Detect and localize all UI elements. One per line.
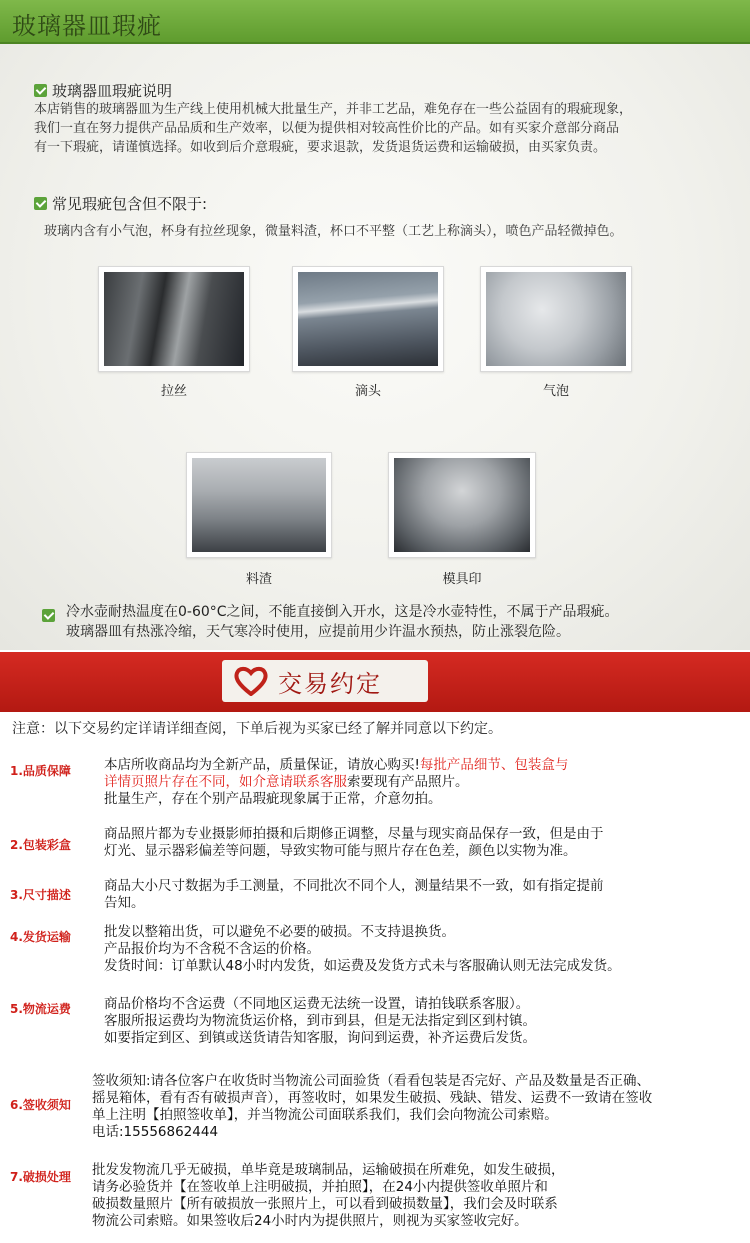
defects-intro-line: 我们一直在努力提供产品品质和生产效率，以便为提供相对较高性价比的产品。如有买家介意部分商品 [34,121,620,136]
term-text-freight [104,996,744,1047]
heat-notice-line: 玻璃器皿有热涨冷缩，天气寒冷时使用，应提前用少许温水预热，防止涨裂危险。 [66,624,570,640]
heat-notice-line: 冷水壶耐热温度在0-60°C之间，不能直接倒入开水，这是冷水壶特性，不属于产品瑕疵。 [66,604,619,620]
term-line: 商品大小尺寸数据为手工测量，不同批次不同个人，测量结果不一致，如有指定提前 [104,878,604,894]
term-line: 告知。 [104,895,145,911]
check-icon [34,197,47,210]
term-highlight: 每批产品细节、包装盒与 [419,757,569,773]
term-line: 客服所报运费均为物流货运价格，到市到县，但是无法指定到区到村镇。 [104,1013,536,1029]
term-text-packaging [104,826,744,860]
term-line: 电话:15556862444 [92,1124,219,1140]
term-text-receipt [92,1073,744,1141]
term-line: 发货时间：订单默认48小时内发货，如运费及发货方式未与客服确认则无法完成发货。 [104,958,621,974]
glass-slag-photo [192,458,326,552]
heart-icon [234,666,268,696]
term-text-quality [104,757,744,808]
glass-mold-mark-photo [394,458,530,552]
photo-mold [388,452,536,558]
defects-intro-text [34,100,734,157]
trade-banner [0,652,750,712]
photo-drip [292,266,444,372]
photo-label-mold: 模具印 [442,572,482,587]
common-defects-heading-text: 常见瑕疵包含但不限于: [52,195,208,213]
term-text-shipping [104,924,748,975]
term-text: 本店所收商品均为全新产品，质量保证，请放心购买! [104,757,420,773]
term-label-freight: 5.物流运费 [10,1002,71,1016]
term-label-size: 3.尺寸描述 [10,888,71,902]
term-line: 批发发物流几乎无破损，单毕竟是玻璃制品，运输破损在所难免，如发生破损， [92,1162,565,1178]
term-line: 商品照片都为专业摄影师拍摄和后期修正调整，尽量与现实商品保存一致，但是由于 [104,826,604,842]
defects-banner-title: 玻璃器皿瑕疵 [12,12,162,40]
photo-label-slag: 料渣 [245,572,272,587]
term-line: 产品报价均为不含税不含运的价格。 [104,941,320,957]
defects-intro-heading-text: 玻璃器皿瑕疵说明 [52,82,173,100]
common-defects-text: 玻璃内含有小气泡，杯身有拉丝现象，微量料渣，杯口不平整（工艺上称滴头），喷色产品轻微掉色。 [44,224,623,239]
glass-streak-photo [104,272,244,366]
heat-notice [66,602,746,642]
trade-banner-title: 交易约定 [278,669,382,698]
term-label-damage: 7.破损处理 [10,1170,71,1184]
term-line: 商品价格均不含运费（不同地区运费无法统一设置，请拍钱联系客服）。 [104,996,530,1012]
term-line: 请务必验货并【在签收单上注明破损，并拍照】，在24小内提供签收单照片和 [92,1179,548,1195]
common-defects-heading [34,193,207,214]
term-line: 物流公司索赔。如果签收后24小时内为提供照片，则视为买家签收完好。 [92,1213,528,1229]
term-line: 灯光、显示器彩偏差等问题，导致实物可能与照片存在色差，颜色以实物为准。 [104,843,577,859]
term-line: 批量生产，存在个别产品瑕疵现象属于正常，介意勿拍。 [104,791,442,807]
term-highlight: 详情页照片存在不同，如介意请联系客服 [104,774,347,790]
defects-intro-line: 有一下瑕疵，请谨慎选择。如收到后介意瑕疵，要求退款，发货退货运费和运输破损，由买家负责。 [34,140,607,155]
term-label-receipt: 6.签收须知 [10,1098,71,1112]
check-icon [34,84,47,97]
term-label-shipping: 4.发货运输 [10,930,71,944]
photo-label-bubble: 气泡 [542,384,569,399]
glass-drip-photo [298,272,438,366]
term-text-size [104,878,744,912]
photo-slag [186,452,332,558]
trade-banner-box [222,660,428,702]
defects-intro-line: 本店销售的玻璃器皿为生产线上使用机械大批量生产，并非工艺品，难免存在一些公益固有的瑕疵现象， [34,102,633,117]
photo-streak [98,266,250,372]
term-line: 如要指定到区、到镇或送货请告知客服，询问到运费，补齐运费后发货。 [104,1030,536,1046]
glass-bubble-photo [486,272,626,366]
term-line: 单上注明【拍照签收单】，并当物流公司面联系我们，我们会向物流公司索赔。 [92,1107,558,1123]
term-text: 索要现有产品照片。 [347,774,469,790]
trade-notice: 注意：以下交易约定详请详细查阅，下单后视为买家已经了解并同意以下约定。 [12,721,502,737]
term-line: 破损数量照片【所有破损放一张照片上，可以看到破损数量】，我们会及时联系 [92,1196,558,1212]
term-line: 批发以整箱出货，可以避免不必要的破损。不支持退换货。 [104,924,455,940]
term-line: 签收须知:请各位客户在收货时当物流公司面验货（看看包装是否完好、产品及数量是否正确、 [92,1073,651,1089]
term-line [104,757,744,774]
term-line [104,774,744,791]
defects-intro-heading [34,80,172,101]
term-text-damage [92,1162,744,1230]
term-line: 摇晃箱体，看有否有破损声音），再签收时，如果发生破损、残缺、错发、运费不一致请在签收 [92,1090,653,1106]
defects-banner [0,0,750,44]
photo-label-streak: 拉丝 [160,384,187,399]
photo-bubble [480,266,632,372]
photo-label-drip: 滴头 [354,384,381,399]
term-label-quality: 1.品质保障 [10,764,71,778]
check-icon [42,609,55,622]
term-label-packaging: 2.包装彩盒 [10,838,71,852]
